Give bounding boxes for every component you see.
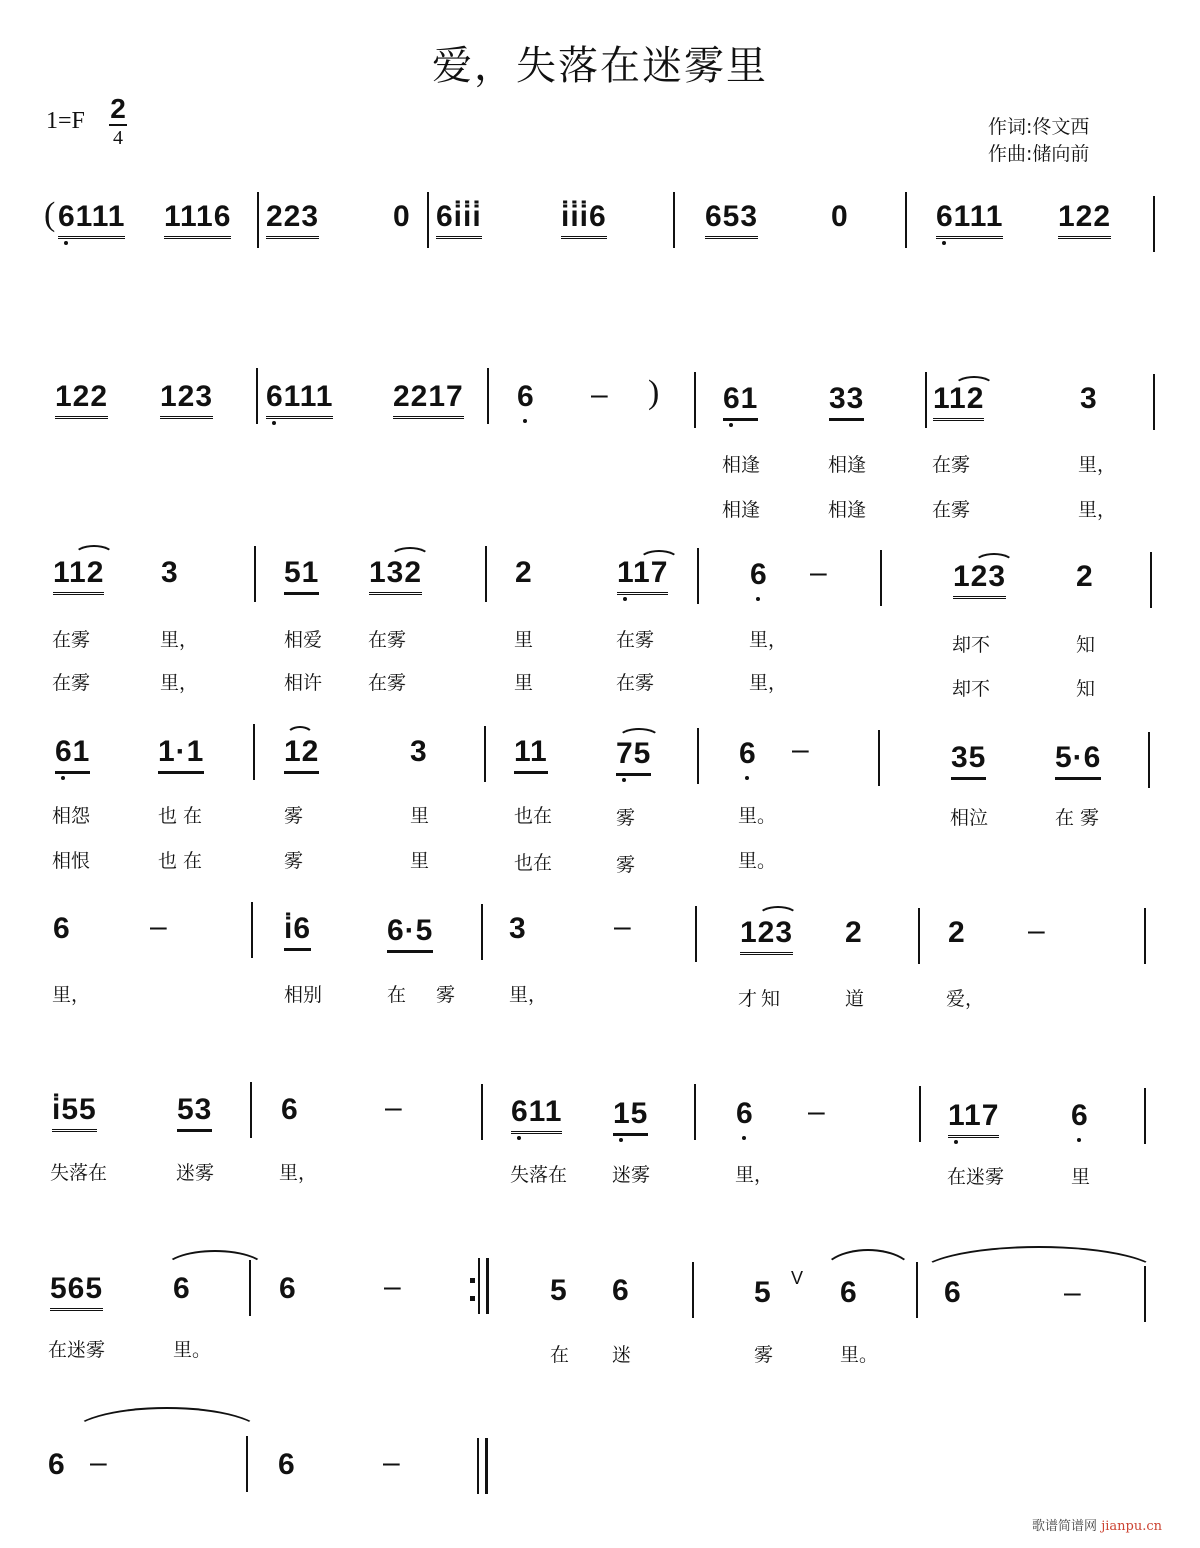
lyric: 相恨 [52, 850, 91, 872]
barline [427, 192, 429, 248]
barline [1144, 908, 1146, 964]
note: 6 [736, 1097, 754, 1130]
lyric: 在 雾 [387, 984, 468, 1006]
lyric: 相逢 [828, 499, 867, 521]
lyric: 在雾 [932, 454, 971, 476]
intro-close-paren: ) [648, 374, 660, 411]
lyric: 雾 [754, 1344, 774, 1366]
note-rest: 0 [393, 200, 411, 233]
barline [1153, 374, 1155, 430]
lyric: 在雾 [932, 499, 971, 521]
barline [481, 904, 483, 960]
note-group: 653 [705, 200, 758, 239]
note: 2 [948, 916, 966, 949]
lyric: 雾 [284, 805, 304, 827]
lyric: 相逢 [722, 454, 761, 476]
lyric: 在雾 [616, 672, 655, 694]
time-numerator: 2 [110, 93, 126, 124]
barline [697, 728, 699, 784]
note: 6 [750, 558, 768, 591]
tie [163, 1250, 267, 1270]
dash: – [385, 1091, 403, 1124]
repeat-dot [470, 1278, 475, 1283]
note-group: 12 [284, 735, 319, 774]
lyric: 在雾 [368, 672, 407, 694]
lyric: 相许 [284, 672, 323, 694]
note: 2 [1076, 560, 1094, 593]
note-group: i̇55 [52, 1093, 97, 1132]
lyric: 在 雾 [1055, 807, 1100, 829]
barline [1144, 1266, 1146, 1322]
note-group: 565 [50, 1272, 103, 1311]
note: 3 [161, 556, 179, 589]
dash: – [792, 733, 810, 766]
note-group: i̇i̇i̇6 [561, 200, 607, 239]
note-group: 61 [723, 382, 758, 421]
dash: – [1028, 914, 1046, 947]
breath-mark: V [791, 1268, 804, 1288]
lyric: 相别 [284, 984, 323, 1006]
lyric: 道 [845, 988, 865, 1010]
note-group: 123 [160, 380, 213, 419]
watermark-url: jianpu.cn [1101, 1519, 1162, 1534]
lyric: 知 [1076, 678, 1096, 700]
lyric: 迷 [612, 1344, 632, 1366]
lyric: 迷雾 [176, 1162, 215, 1184]
barline [1153, 196, 1155, 252]
note-group: 1·1 [158, 735, 204, 774]
note-group: 35 [951, 741, 986, 780]
lyric: 爱， [946, 988, 985, 1010]
note-group: 123 [953, 560, 1006, 599]
note: 6 [173, 1272, 191, 1305]
lyric: 里， [749, 629, 788, 651]
lyric: 里 [514, 672, 534, 694]
lyric: 里， [1078, 454, 1117, 476]
lyric: 失落在 [50, 1162, 108, 1184]
lyric: 迷雾 [612, 1164, 651, 1186]
dash: – [810, 556, 828, 589]
note-group: 117 [948, 1099, 999, 1138]
lyric: 也在 [514, 852, 553, 874]
barline [485, 546, 487, 602]
note: 6 [279, 1272, 297, 1305]
barline [253, 724, 255, 780]
time-signature [106, 94, 130, 150]
note-group: 6111 [936, 200, 1003, 239]
lyric: 在雾 [368, 629, 407, 651]
dash: – [383, 1446, 401, 1479]
lyric: 里， [509, 984, 548, 1006]
lyricist: 作词:佟文西 [988, 116, 1090, 138]
slur [758, 906, 798, 916]
dash: – [808, 1095, 826, 1128]
barline [1148, 732, 1150, 788]
lyric: 里。 [738, 805, 777, 827]
note-group: 122 [55, 380, 108, 419]
barline [694, 372, 696, 428]
song-title: 爱，失落在迷雾里 [432, 43, 768, 89]
barline [673, 192, 675, 248]
barline [697, 548, 699, 604]
note: 2 [845, 916, 863, 949]
tie [821, 1249, 915, 1275]
lyric: 也在 [514, 805, 553, 827]
barline [919, 1086, 921, 1142]
barline [246, 1436, 248, 1492]
lyric: 相爱 [284, 629, 323, 651]
lyric: 雾 [616, 854, 636, 876]
barline [251, 902, 253, 958]
dash: – [614, 910, 632, 943]
note: 5 [754, 1276, 772, 1309]
tie [70, 1407, 264, 1435]
lyric: 失落在 [510, 1164, 568, 1186]
barline [484, 726, 486, 782]
note-group: 5·6 [1055, 741, 1101, 780]
lyric: 里。 [840, 1344, 879, 1366]
lyric: 里， [160, 672, 199, 694]
note: 6 [739, 737, 757, 770]
note: 6 [53, 912, 71, 945]
lyric: 里， [279, 1162, 318, 1184]
lyric: 里， [52, 984, 91, 1006]
note: 6 [1071, 1099, 1089, 1132]
note-group: 33 [829, 382, 864, 421]
lyric: 雾 [616, 807, 636, 829]
note-group: 6111 [58, 200, 125, 239]
note-group: 75 [616, 737, 651, 776]
dash: – [591, 378, 609, 411]
note-group: 2217 [393, 380, 464, 419]
note: 3 [509, 912, 527, 945]
key-signature: 1=F [46, 108, 85, 134]
note-group: 112 [53, 556, 104, 595]
lyric: 里， [1078, 499, 1117, 521]
note-group: 112 [933, 382, 984, 421]
lyric: 也 在 [158, 805, 203, 827]
dash: – [384, 1270, 402, 1303]
lyric: 相逢 [722, 499, 761, 521]
note-group: 117 [617, 556, 668, 595]
lyric: 里 [410, 850, 430, 872]
note: 6 [517, 380, 535, 413]
note-group: i̇6 [284, 912, 311, 951]
lyric: 里， [160, 629, 199, 651]
barline [1150, 552, 1152, 608]
note: 5 [550, 1274, 568, 1307]
barline [880, 550, 882, 606]
note: 2 [515, 556, 533, 589]
credits [988, 114, 1089, 168]
lyric: 相逢 [828, 454, 867, 476]
note-group: 1116 [164, 200, 231, 239]
barline [254, 546, 256, 602]
slur [74, 545, 114, 555]
note-group: 6·5 [387, 914, 433, 953]
note: 6 [278, 1448, 296, 1481]
repeat-dot [470, 1296, 475, 1301]
lyric: 在雾 [52, 672, 91, 694]
repeat-end-barline [478, 1258, 489, 1314]
barline [692, 1262, 694, 1318]
note-group: 11 [514, 735, 548, 774]
lyric: 知 [1076, 634, 1096, 656]
lyric: 相怨 [52, 805, 91, 827]
barline [695, 906, 697, 962]
note-group: 53 [177, 1093, 212, 1132]
lyric: 却不 [952, 678, 991, 700]
lyric: 才知 [738, 988, 785, 1010]
note-group: 6111 [266, 380, 333, 419]
lyric: 雾 [284, 850, 304, 872]
time-denominator: 4 [113, 127, 123, 149]
note: 6 [944, 1276, 962, 1309]
note: 3 [410, 735, 428, 768]
barline [250, 1082, 252, 1138]
lyric: 也 在 [158, 850, 203, 872]
lyric: 在 [550, 1344, 570, 1366]
lyric: 在雾 [616, 629, 655, 651]
dash: – [1064, 1276, 1082, 1309]
barline [878, 730, 880, 786]
note: 3 [1080, 382, 1098, 415]
note-group: 123 [740, 916, 793, 955]
lyric: 里 [514, 629, 534, 651]
note-group: 61 [55, 735, 90, 774]
barline [249, 1260, 251, 1316]
barline [694, 1084, 696, 1140]
lyric: 里。 [173, 1339, 212, 1361]
dash: – [150, 910, 168, 943]
lyric: 里， [749, 672, 788, 694]
intro-open-paren: ( [44, 196, 56, 233]
composer: 作曲:储向前 [988, 143, 1090, 165]
lyric: 相泣 [950, 807, 989, 829]
note-group: 132 [369, 556, 422, 595]
note-group: 6i̇i̇i̇ [436, 200, 482, 239]
lyric: 里 [1071, 1166, 1091, 1188]
barline [256, 368, 258, 424]
final-barline [477, 1438, 488, 1494]
barline [481, 1084, 483, 1140]
barline [905, 192, 907, 248]
note-group: 223 [266, 200, 319, 239]
note: 6 [281, 1093, 299, 1126]
note: 6 [48, 1448, 66, 1481]
barline [925, 372, 927, 428]
lyric: 里。 [738, 850, 777, 872]
barline [487, 368, 489, 424]
barline [257, 192, 259, 248]
watermark [1032, 1515, 1162, 1534]
dash: – [90, 1446, 108, 1479]
lyric: 里 [410, 805, 430, 827]
note-group: 51 [284, 556, 319, 595]
lyric: 在雾 [52, 629, 91, 651]
note: 6 [612, 1274, 630, 1307]
barline [1144, 1088, 1146, 1144]
barline [918, 908, 920, 964]
tie [916, 1246, 1162, 1276]
note: 6 [840, 1276, 858, 1309]
lyric: 里， [735, 1164, 774, 1186]
note-rest: 0 [831, 200, 849, 233]
note-group: 122 [1058, 200, 1111, 239]
lyric: 在迷雾 [947, 1166, 1005, 1188]
watermark-cn: 歌谱简谱网 [1032, 1519, 1098, 1534]
lyric: 却不 [952, 634, 991, 656]
note-group: 15 [613, 1097, 648, 1136]
lyric: 在迷雾 [48, 1339, 106, 1361]
note-group: 611 [511, 1095, 562, 1134]
